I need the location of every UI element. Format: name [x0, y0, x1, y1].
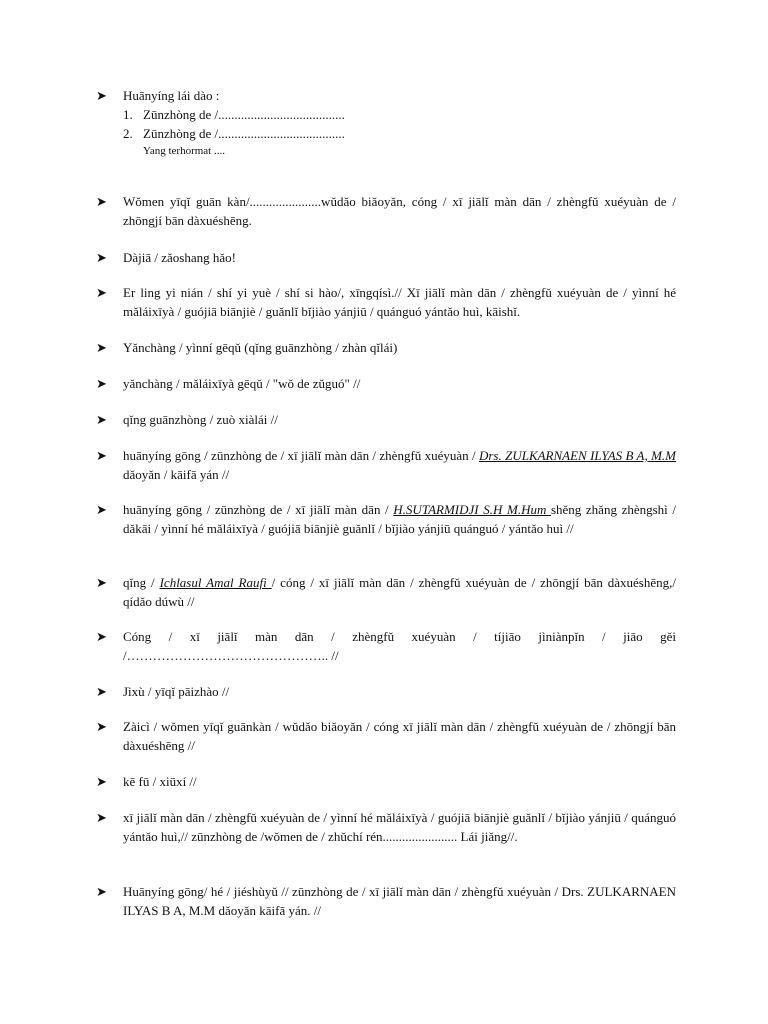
paragraph-6: ➤ qǐng guānzhòng / zuò xiàlái // — [96, 412, 278, 427]
bullet-arrow-icon: ➤ — [96, 502, 107, 517]
bullet-arrow-icon: ➤ — [96, 448, 107, 463]
paragraph-1: ➤ Wǒmen yīqǐ guān kàn/......................wǔdǎo biǎoyǎn, cóng / xī jiālǐ màn dān / zhèngfǔ xuéyuàn de / zhōngjí bān dàxuéshēng. — [96, 194, 676, 228]
bullet-arrow-icon: ➤ — [96, 684, 107, 699]
bullet-arrow-icon: ➤ — [96, 884, 107, 899]
bullet-arrow-icon: ➤ — [96, 719, 107, 734]
bullet-arrow-icon: ➤ — [96, 88, 107, 103]
list-note: Yang terhormat .... — [143, 145, 225, 157]
bullet-arrow-icon: ➤ — [96, 810, 107, 825]
numbered-list — [123, 105, 683, 159]
speaker-name: Drs. ZULKARNAEN ILYAS B A, M.M — [478, 448, 677, 463]
paragraph-12: ➤ Zàicì / wǒmen yīqǐ guānkàn / wǔdǎo biǎoyǎn / cóng xī jiālǐ màn dān / zhèngfǔ xuéyuàn de / zhōngjí bān dàxuéshēng // — [96, 719, 676, 753]
speaker-name: Ichlasul Amal Raufi — [159, 575, 272, 590]
paragraph-13: ➤ kē fū / xiūxí // — [96, 774, 197, 789]
paragraph-9: ➤ qǐng / Ichlasul Amal Raufi / cóng / xī jiālǐ màn dān / zhèngfǔ xuéyuàn de / zhōngjí bān dàxuéshēng,/ qídǎo dúwù // — [96, 575, 676, 609]
paragraph-14: ➤ xī jiālǐ màn dān / zhèngfǔ xuéyuàn de / yìnní hé mǎláixīyà / guójiā biānjiè guǎnlǐ / bǐjiào yánjiū / quánguó yántǎo huì,// zūnzhòng de /wǒmen de / zhǔchí rén....................... Lái jiǎng//. — [96, 810, 676, 844]
bullet-arrow-icon: ➤ — [96, 412, 107, 427]
speaker-name: H.SUTARMIDJI S.H M.Hum — [393, 502, 551, 517]
bullet-arrow-icon: ➤ — [96, 629, 107, 644]
bullet-arrow-icon: ➤ — [96, 250, 107, 265]
bullet-arrow-icon: ➤ — [96, 575, 107, 590]
paragraph-5: ➤ yǎnchàng / mǎláixīyà gēqǔ / "wǒ de zǔguó" // — [96, 376, 361, 391]
paragraph-15: ➤ Huānyíng gōng/ hé / jiéshùyǔ // zūnzhòng de / xī jiālǐ màn dān / zhèngfǔ xuéyuàn / Drs. ZULKARNAEN ILYAS B A, M.M dǎoyǎn kāifā yán. // — [96, 884, 676, 918]
list-item: 2. Zūnzhòng de /....................................... — [123, 126, 345, 141]
paragraph-3: ➤ Er ling yi nián / shí yi yuè / shí si hào/, xīngqísì.// Xī jiālǐ màn dān / zhèngfǔ xuéyuàn de / yìnní hé mǎláixīyà / guójiā biānjiè / guǎnlǐ bǐjiào yánjiū / quánguó yántǎo huì, kāishǐ. — [96, 285, 676, 319]
bullet-arrow-icon: ➤ — [96, 774, 107, 789]
bullet-arrow-icon: ➤ — [96, 285, 107, 300]
list-item: 1. Zūnzhòng de /....................................... — [123, 107, 345, 122]
paragraph-10: ➤ Cóng / xī jiālǐ màn dān / zhèngfǔ xuéyuàn / tíjiāo jìniànpǐn / jiāo gěi /……………………………………….. // — [96, 629, 676, 663]
paragraph-8: ➤ huānyíng gōng / zūnzhòng de / xī jiālǐ màn dān / H.SUTARMIDJI S.H M.Hum shěng zhǎng zhèngshì / dǎkāi / yìnní hé mǎláixīyà / guójiā biānjiè guǎnlǐ / bǐjiào yánjiū quánguó / yántǎo huì // — [96, 502, 677, 536]
paragraph-7: ➤ huānyíng gōng / zūnzhòng de / xī jiālǐ màn dān / zhèngfǔ xuéyuàn / Drs. ZULKARNAEN ILYAS B A, M.M dǎoyǎn / kāifā yán // — [96, 448, 677, 482]
paragraph-2: ➤ Dàjiā / zǎoshang hǎo! — [96, 250, 236, 265]
intro-title: Huānyíng lái dào : — [123, 88, 220, 103]
intro-item — [96, 86, 676, 105]
bullet-arrow-icon: ➤ — [96, 376, 107, 391]
bullet-arrow-icon: ➤ — [96, 340, 107, 355]
bullet-arrow-icon: ➤ — [96, 194, 107, 209]
paragraph-4: ➤ Yǎnchàng / yìnní gēqǔ (qǐng guānzhòng / zhàn qǐlái) — [96, 340, 398, 355]
paragraph-11: ➤ Jìxù / yīqǐ pāizhào // — [96, 684, 230, 699]
